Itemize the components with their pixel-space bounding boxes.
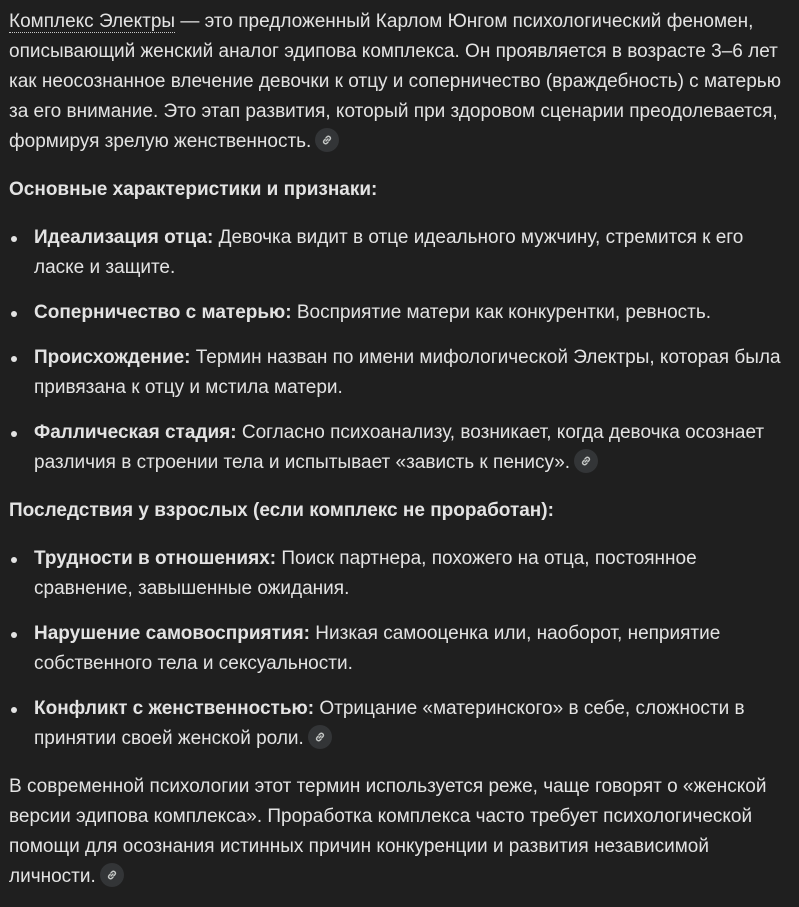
- citation-link-button[interactable]: [100, 863, 124, 887]
- intro-text: — это предложенный Карлом Юнгом психологический феномен, описывающий женский аналог эдипова комплекса. Он проявляется в возрасте 3–6 лет как неосознанное влечение девочки к отцу и соперничество (враждебность) с матерью за его внимание. Это этап развития, который при здоровом сценарии преодолевается, формируя зрелую женственность.: [9, 11, 781, 152]
- list-item: [9, 619, 790, 679]
- consequences-list: [9, 544, 790, 754]
- list-item-text: Термин назван по имени мифологической Электры, которая была привязана к отцу и мстила матери.: [34, 347, 781, 398]
- term-link[interactable]: Комплекс Электры: [9, 11, 176, 32]
- list-item: [9, 343, 790, 403]
- list-item-label: Идеализация отца:: [34, 227, 214, 248]
- section-heading-consequences: Последствия у взрослых (если комплекс не проработан):: [9, 500, 554, 521]
- link-icon: [106, 869, 118, 881]
- intro-paragraph: [9, 7, 790, 157]
- link-icon: [321, 134, 333, 146]
- outro-paragraph: [9, 772, 790, 892]
- list-item: [9, 223, 790, 283]
- list-item: [9, 298, 790, 328]
- citation-link-button[interactable]: [574, 449, 598, 473]
- list-item-label: Трудности в отношениях:: [34, 548, 277, 569]
- characteristics-list: [9, 223, 790, 478]
- list-item-text: Восприятие матери как конкурентки, ревность.: [291, 302, 712, 323]
- list-item-label: Соперничество с матерью:: [34, 302, 292, 323]
- list-item-text: Девочка видит в отце идеального мужчину, стремится к его ласке и защите.: [34, 227, 744, 278]
- list-item: [9, 418, 790, 478]
- citation-link-button[interactable]: [308, 725, 332, 749]
- citation-link-button[interactable]: [315, 128, 339, 152]
- list-item-text: Отрицание «материнского» в себе, сложности в принятии своей женской роли.: [34, 698, 745, 749]
- list-item-label: Конфликт с женственностью:: [34, 698, 315, 719]
- list-item: [9, 544, 790, 604]
- outro-text: В современной психологии этот термин используется реже, чаще говорят о «женской версии эдипова комплекса». Проработка комплекса часто требует психологической помощи для осознания истинных причин конкуренции и развития независимой личности.: [9, 776, 767, 887]
- list-item-label: Нарушение самовосприятия:: [34, 623, 310, 644]
- link-icon: [580, 455, 592, 467]
- list-item-label: Происхождение:: [34, 347, 191, 368]
- list-item: [9, 694, 790, 754]
- link-icon: [314, 731, 326, 743]
- section-heading-characteristics: Основные характеристики и признаки:: [9, 179, 378, 200]
- list-item-text: Согласно психоанализу, возникает, когда девочка осознает различия в строении тела и испытывает «зависть к пенису».: [34, 422, 765, 473]
- list-item-text: Низкая самооценка или, наоборот, неприятие собственного тела и сексуальности.: [34, 623, 721, 674]
- list-item-text: Поиск партнера, похожего на отца, постоянное сравнение, завышенные ожидания.: [34, 548, 697, 599]
- list-item-label: Фаллическая стадия:: [34, 422, 237, 443]
